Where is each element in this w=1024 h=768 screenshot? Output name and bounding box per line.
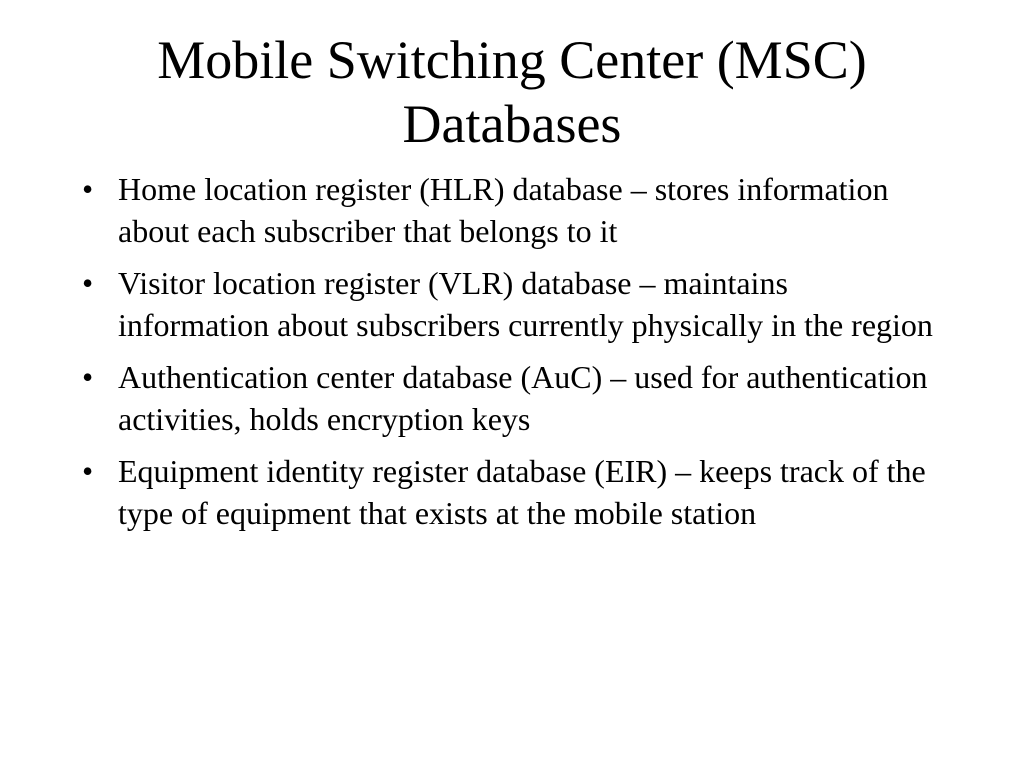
bullet-icon: • <box>82 171 94 207</box>
bullet-icon: • <box>82 265 94 301</box>
bullet-item-hlr <box>78 168 940 252</box>
bullet-icon: • <box>82 359 94 395</box>
bullet-text-auc: Authentication center database (AuC) – used for authentication activities, holds encryption keys <box>118 359 928 437</box>
bullet-item-eir <box>78 450 940 534</box>
bullet-text-hlr: Home location register (HLR) database – stores information about each subscriber that belongs to it <box>118 171 889 249</box>
bullet-icon: • <box>82 453 94 489</box>
slide-title: Mobile Switching Center (MSC) Databases <box>157 30 867 154</box>
bullet-text-eir: Equipment identity register database (EIR) – keeps track of the type of equipment that exists at the mobile station <box>118 453 926 531</box>
bullet-text-vlr: Visitor location register (VLR) database – maintains information about subscribers currently physically in the region <box>118 265 933 343</box>
bullet-item-auc <box>78 356 940 440</box>
bullet-item-vlr <box>78 262 940 346</box>
bullet-list <box>78 168 940 544</box>
